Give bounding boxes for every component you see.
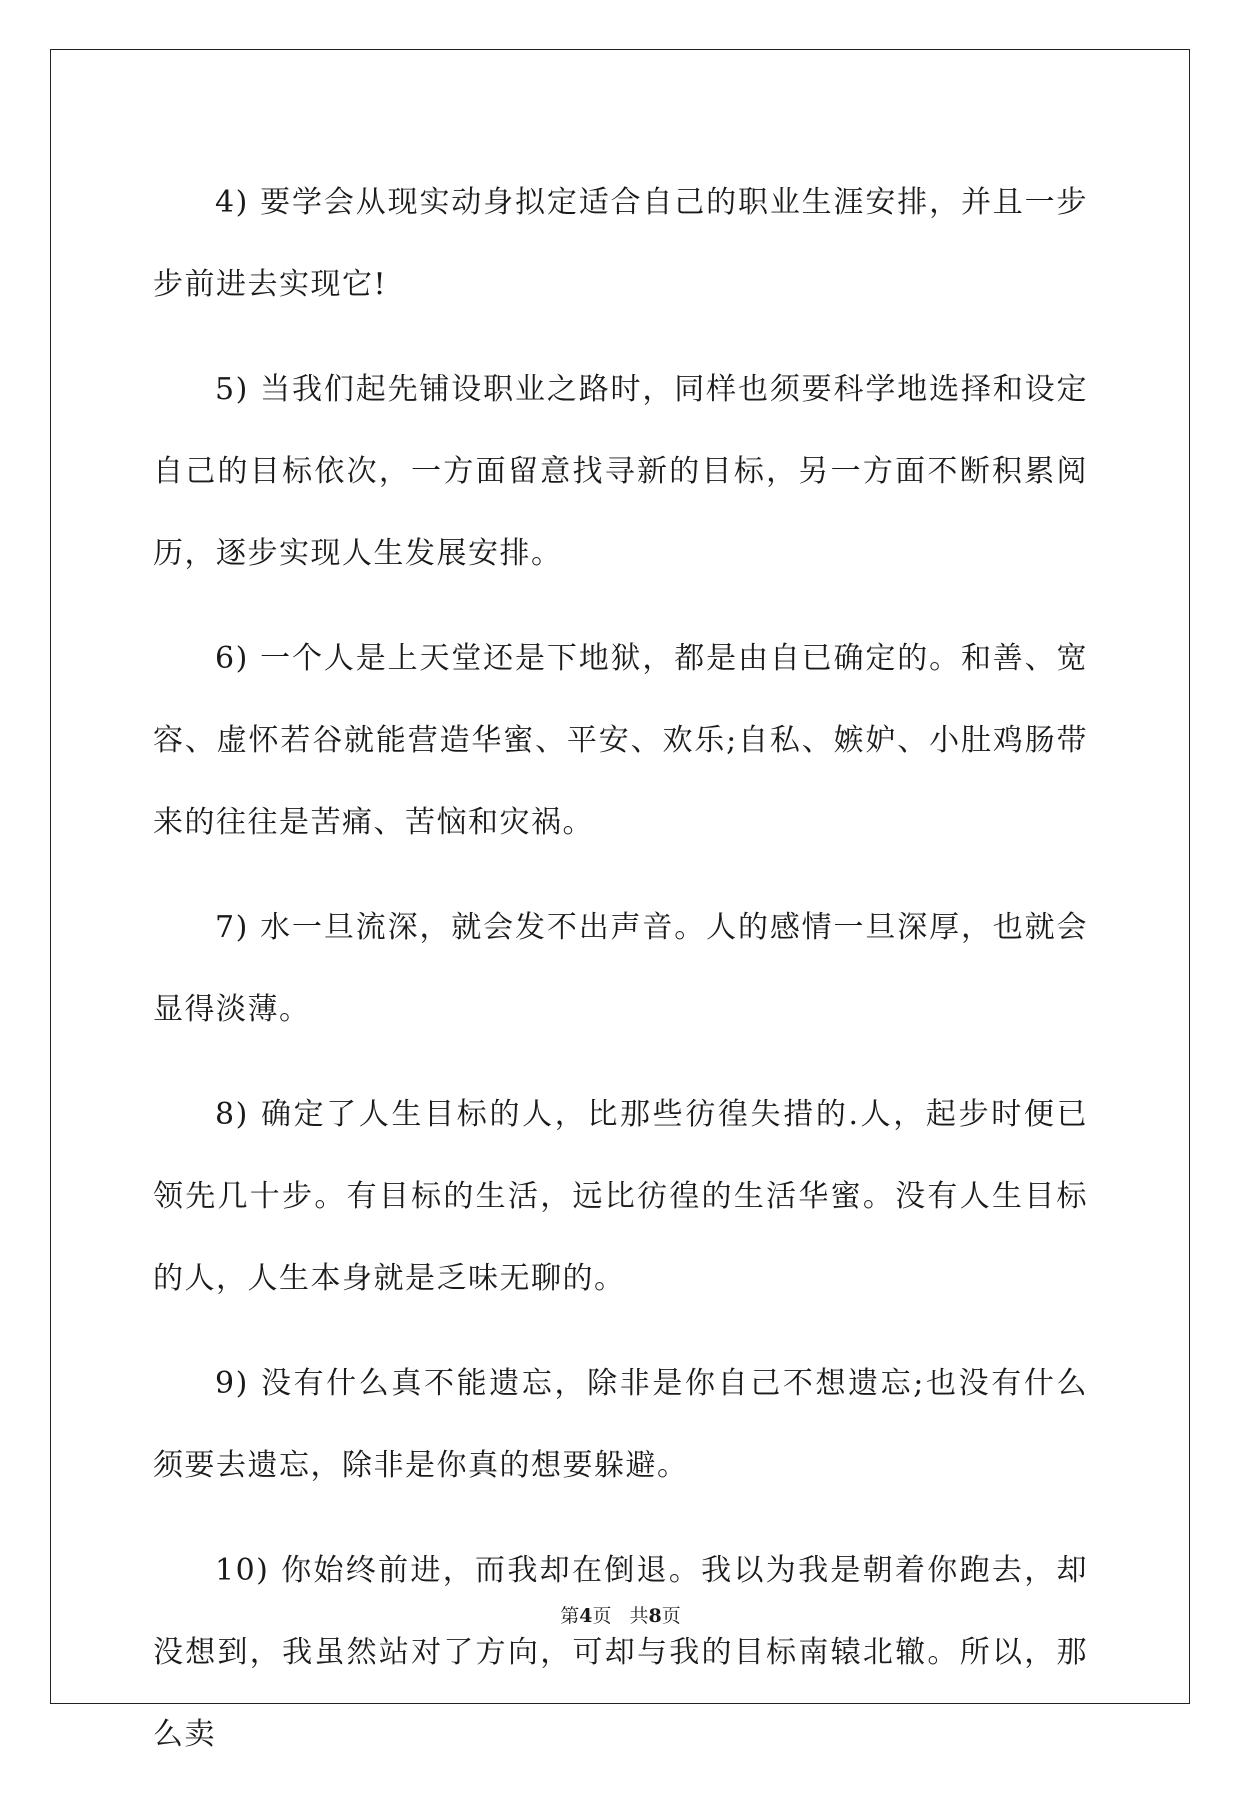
footer-total-prefix: 共 (629, 1605, 649, 1627)
paragraph-6: 6) 一个人是上天堂还是下地狱，都是由自已确定的。和善、宽容、虚怀若谷就能营造华蜜、平安、欢乐;自私、嫉妒、小肚鸡肠带来的往往是苦痛、苦恼和灾祸。 (153, 641, 1088, 840)
footer-page-suffix: 页 (592, 1605, 612, 1627)
paragraph-9: 9) 没有什么真不能遗忘，除非是你自己不想遗忘;也没有什么须要去遗忘，除非是你真的想要躲避。 (153, 1366, 1088, 1483)
paragraph-7: 7) 水一旦流深，就会发不出声音。人的感情一旦深厚，也就会显得淡薄。 (153, 910, 1088, 1027)
document-body (153, 162, 1088, 1799)
paragraph-8: 8) 确定了人生目标的人，比那些彷徨失措的.人，起步时便已领先几十步。有目标的生活，远比彷徨的生活华蜜。没有人生目标的人，人生本身就是乏味无聊的。 (153, 1097, 1088, 1296)
paragraph-10: 10) 你始终前进，而我却在倒退。我以为我是朝着你跑去，却没想到，我虽然站对了方向，可却与我的目标南辕北辙。所以，那么卖 (153, 1553, 1088, 1752)
footer-total-pages: 8 (648, 1605, 662, 1627)
footer-page-prefix: 第 (560, 1605, 580, 1627)
page-footer (0, 1601, 1241, 1628)
footer-page-number: 4 (579, 1605, 593, 1627)
footer-total-suffix: 页 (661, 1605, 681, 1627)
paragraph-5: 5) 当我们起先铺设职业之路时，同样也须要科学地选择和设定自己的目标依次，一方面留意找寻新的目标，另一方面不断积累阅历，逐步实现人生发展安排。 (153, 372, 1088, 571)
paragraph-4: 4) 要学会从现实动身拟定适合自己的职业生涯安排，并且一步步前进去实现它! (153, 185, 1088, 302)
